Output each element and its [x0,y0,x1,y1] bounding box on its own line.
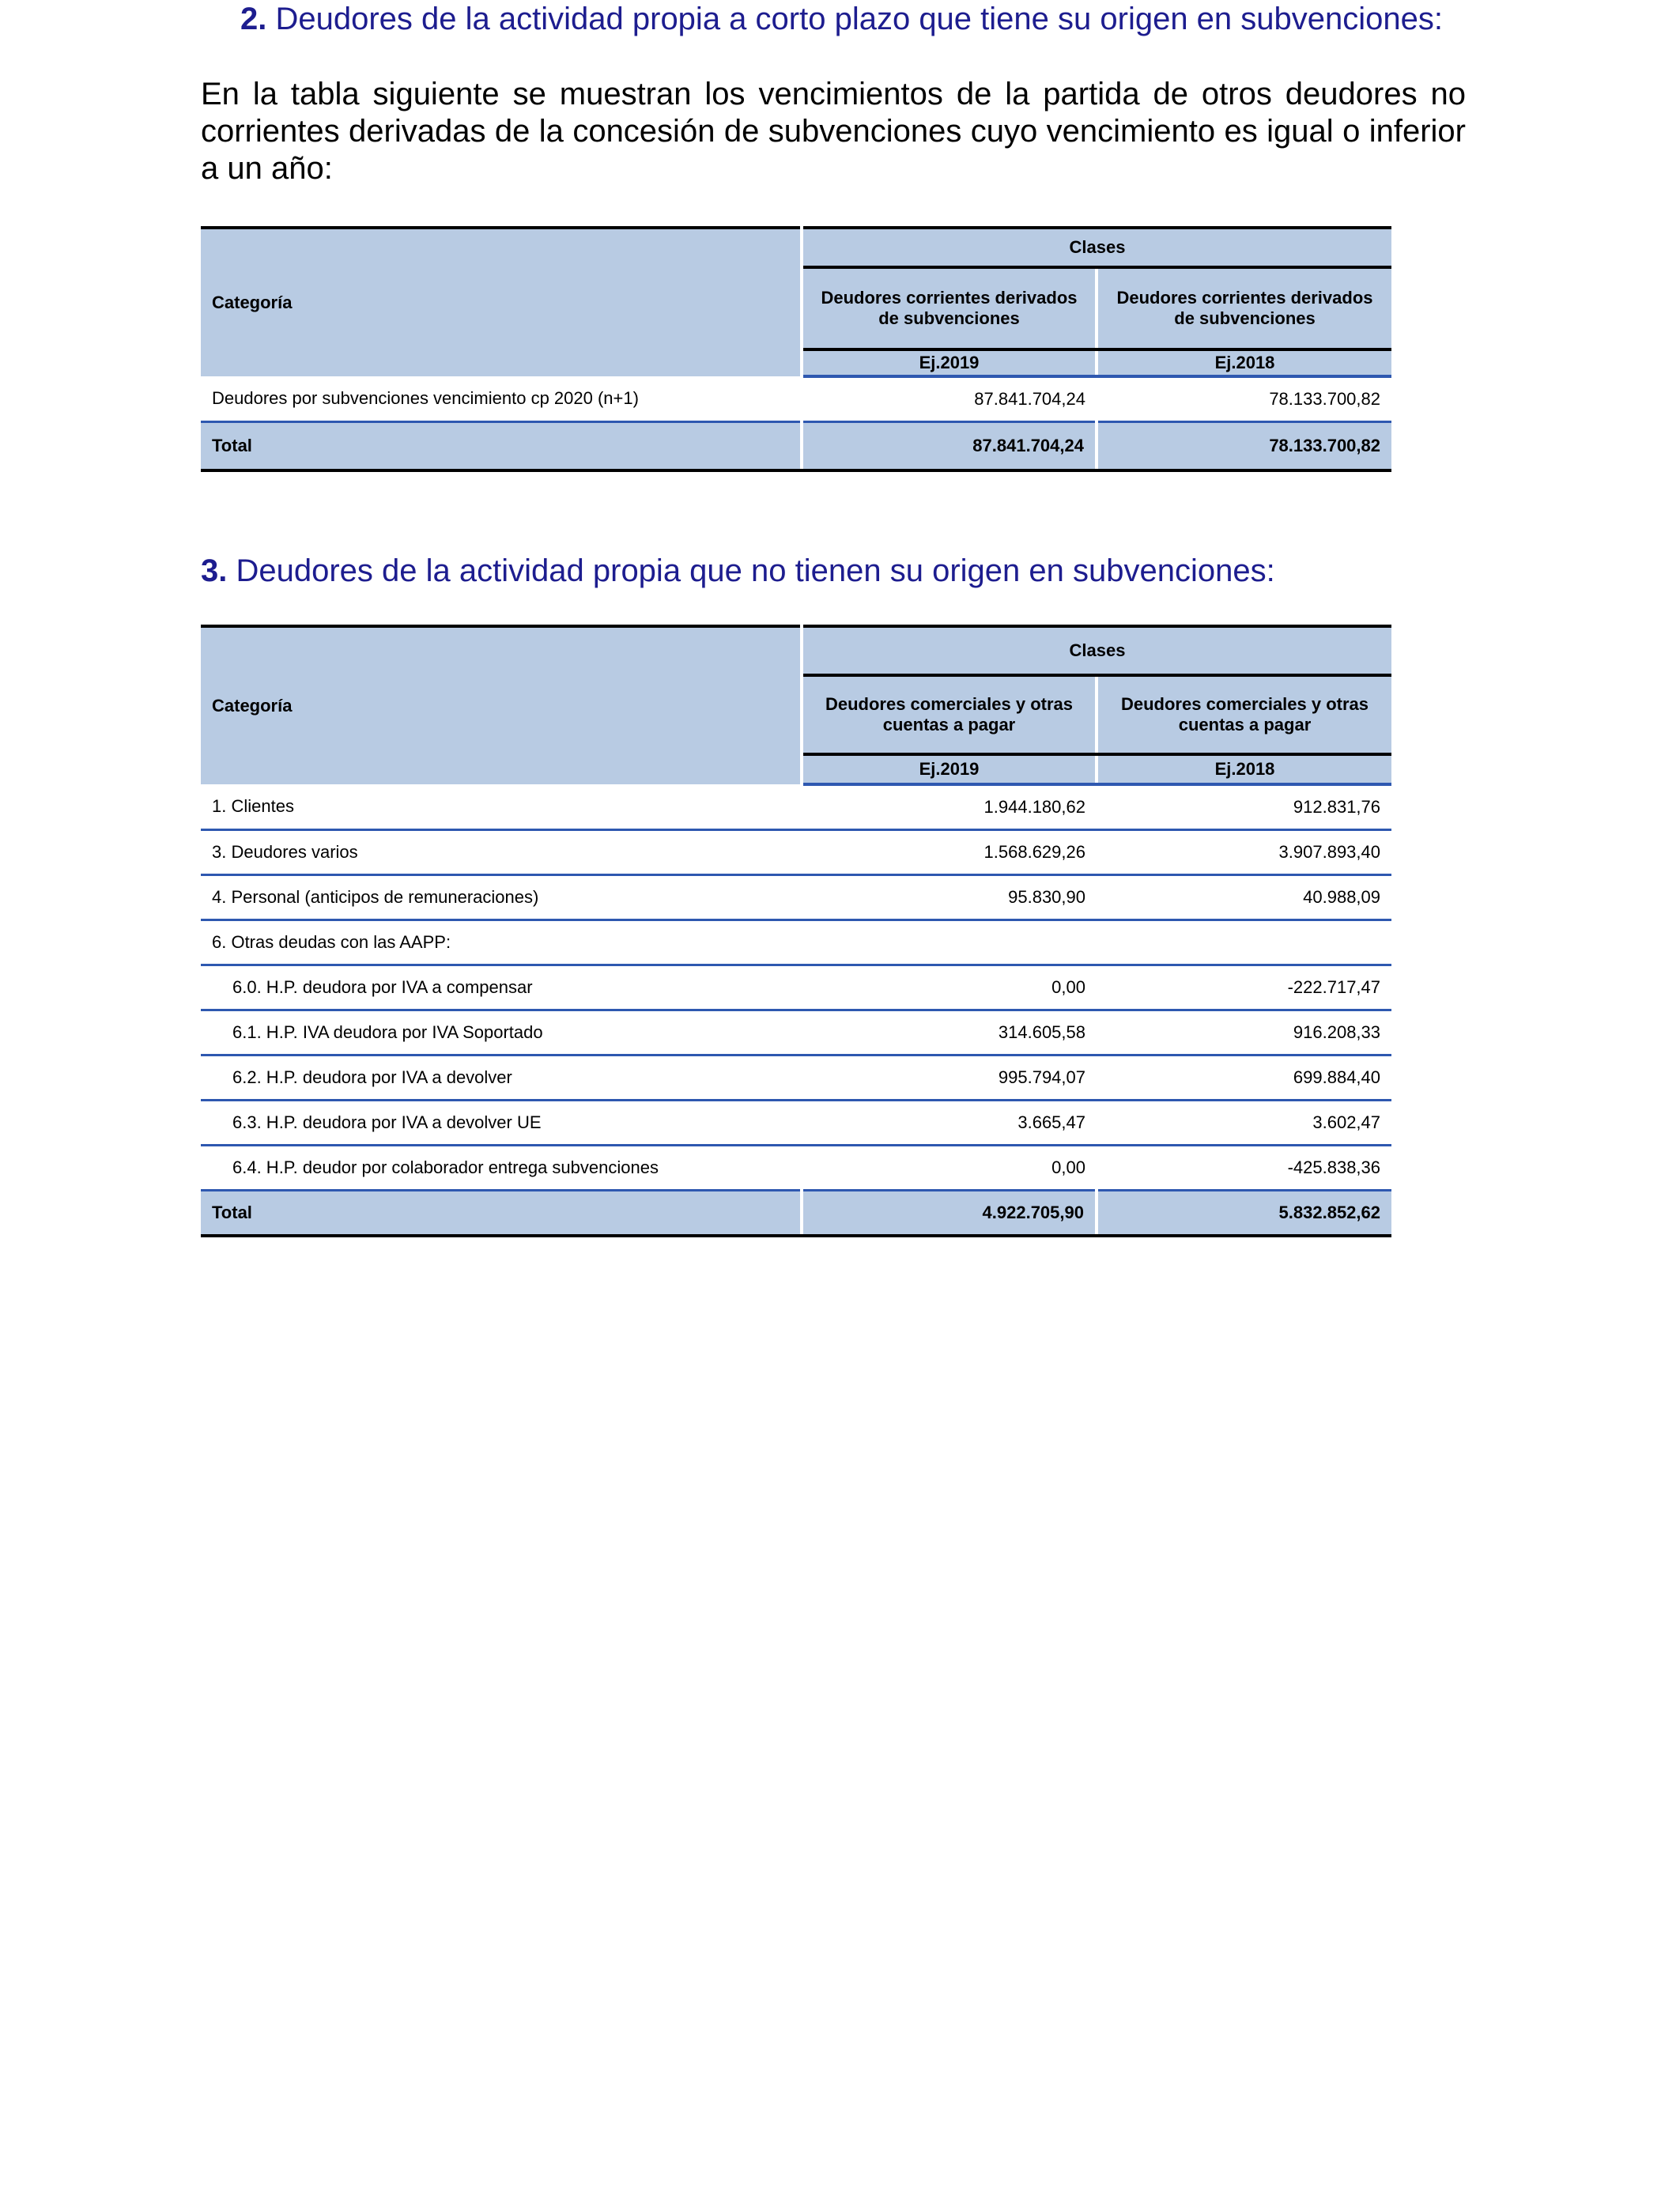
total-value-2019: 87.841.704,24 [802,421,1097,470]
section-2-heading [240,0,1443,38]
row-value-2019: 314.605,58 [802,1010,1097,1055]
row-value-2019: 1.944.180,62 [802,784,1097,829]
section-3-heading [201,552,1275,590]
row-value-2019: 995.794,07 [802,1055,1097,1100]
table-row [201,1055,1391,1100]
total-row [201,1190,1391,1236]
total-label: Total [201,421,802,470]
row-value-2019: 95.830,90 [802,874,1097,920]
row-value-2019: 0,00 [802,965,1097,1010]
row-label: 6.2. H.P. deudora por IVA a devolver [201,1055,802,1100]
row-value-2019: 1.568.629,26 [802,829,1097,874]
classes-header: Clases [802,228,1391,267]
year-header-2019: Ej.2019 [802,349,1097,376]
row-label: 6.3. H.P. deudora por IVA a devolver UE [201,1100,802,1145]
row-value-2019: 0,00 [802,1145,1097,1190]
section-3-number: 3. [201,553,228,588]
row-value-2018: 40.988,09 [1097,874,1391,920]
column-header-2019: Deudores corrientes derivados de subvenciones [802,267,1097,349]
section-2-number: 2. [240,2,267,36]
year-header-2018: Ej.2018 [1097,349,1391,376]
table-row [201,1010,1391,1055]
total-value-2019: 4.922.705,90 [802,1190,1097,1236]
table-row [201,874,1391,920]
total-row [201,421,1391,470]
row-value-2018: -222.717,47 [1097,965,1391,1010]
row-value-2019 [802,920,1097,965]
category-header: Categoría [201,228,802,376]
total-value-2018: 5.832.852,62 [1097,1190,1391,1236]
table-row [201,1100,1391,1145]
row-label: 6.1. H.P. IVA deudora por IVA Soportado [201,1010,802,1055]
row-label: 3. Deudores varios [201,829,802,874]
row-label: 6.4. H.P. deudor por colaborador entrega subvenciones [201,1145,802,1190]
column-header-2019: Deudores comerciales y otras cuentas a pagar [802,675,1097,754]
table-row [201,1145,1391,1190]
row-value-2018: -425.838,36 [1097,1145,1391,1190]
row-value-2018: 912.831,76 [1097,784,1391,829]
row-label: Deudores por subvenciones vencimiento cp 2020 (n+1) [201,376,802,421]
section-2-title: Deudores de la actividad propia a corto plazo que tiene su origen en subvenciones: [275,2,1444,36]
row-value-2018: 3.602,47 [1097,1100,1391,1145]
table-row [201,829,1391,874]
subsidy-debtors-table [201,226,1391,472]
row-value-2018: 916.208,33 [1097,1010,1391,1055]
table-row [201,784,1391,829]
year-header-2018: Ej.2018 [1097,754,1391,784]
row-value-2019: 3.665,47 [802,1100,1097,1145]
section-3-title: Deudores de la actividad propia que no tienen su origen en subvenciones: [236,553,1275,588]
row-label: 6. Otras deudas con las AAPP: [201,920,802,965]
non-subsidy-debtors-table [201,625,1391,1237]
row-value-2018 [1097,920,1391,965]
column-header-2018: Deudores corrientes derivados de subvenciones [1097,267,1391,349]
table-row [201,376,1391,421]
row-label: 4. Personal (anticipos de remuneraciones) [201,874,802,920]
table-row [201,920,1391,965]
year-header-2019: Ej.2019 [802,754,1097,784]
section-2-paragraph: En la tabla siguiente se muestran los vencimientos de la partida de otros deudores no corrientes derivadas de la concesión de subvenciones cuyo vencimiento es igual o inferior a un año: [201,77,1466,186]
row-label: 1. Clientes [201,784,802,829]
row-value-2019: 87.841.704,24 [802,376,1097,421]
column-header-2018: Deudores comerciales y otras cuentas a pagar [1097,675,1391,754]
row-value-2018: 699.884,40 [1097,1055,1391,1100]
row-value-2018: 78.133.700,82 [1097,376,1391,421]
total-label: Total [201,1190,802,1236]
total-value-2018: 78.133.700,82 [1097,421,1391,470]
classes-header: Clases [802,626,1391,675]
category-header: Categoría [201,626,802,784]
table-row [201,965,1391,1010]
row-value-2018: 3.907.893,40 [1097,829,1391,874]
row-label: 6.0. H.P. deudora por IVA a compensar [201,965,802,1010]
